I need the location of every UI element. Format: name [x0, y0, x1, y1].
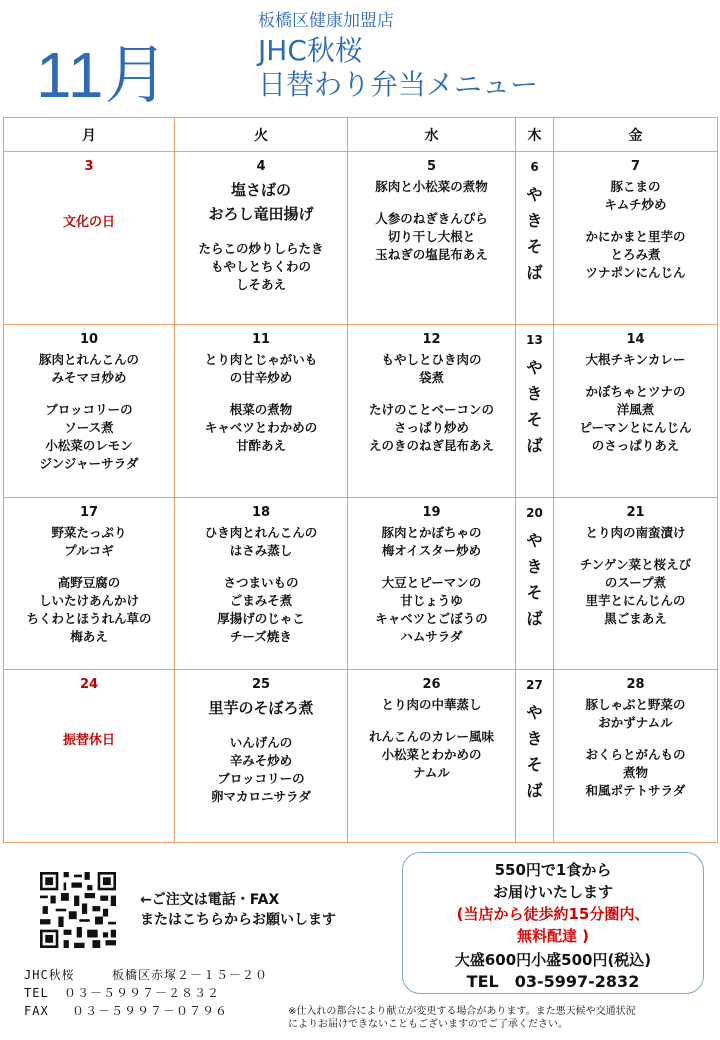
main-dish-line: とり肉の南蛮漬け	[585, 524, 686, 540]
vertical-char: や	[526, 185, 543, 204]
day-cell-wed	[348, 152, 516, 325]
week-row	[4, 670, 718, 843]
main-dish-line: プルコギ	[64, 542, 114, 558]
side-dish-line: ソース煮	[64, 419, 114, 435]
holiday-label: 振替休日	[62, 733, 115, 749]
day-number: 26	[422, 677, 441, 693]
side-dish-line: 黒ごまあえ	[604, 610, 667, 626]
day-number: 10	[79, 331, 99, 347]
side-dish-line: 小松菜のレモン	[45, 437, 133, 453]
day-number: 11	[251, 331, 271, 347]
day-cell-thu	[516, 324, 554, 497]
day-number: 21	[626, 504, 645, 520]
side-dish-line: ちくわとほうれん草の	[26, 610, 152, 626]
side-dishes	[175, 734, 347, 806]
qr-code-icon[interactable]	[40, 872, 116, 948]
main-dish-line: 豚肉とかぼちゃの	[381, 524, 482, 540]
main-dish	[4, 351, 174, 387]
main-dish-line: 豚こまの	[610, 179, 661, 194]
main-dish	[554, 351, 717, 369]
main-dish-line: 梅オイスター炒め	[381, 542, 482, 558]
side-dishes	[348, 401, 515, 455]
main-dish-line: ひき肉とれんこんの	[204, 524, 318, 540]
tel-label: TEL	[24, 986, 49, 1000]
vertical-char: き	[526, 211, 543, 230]
side-dish-line: さっぱり炒め	[393, 419, 469, 435]
side-dish-line: 甘じょうゆ	[400, 592, 463, 608]
main-dish-line: もやしとひき肉の	[381, 351, 482, 367]
main-dish-line: 豚肉とれんこんの	[38, 351, 139, 367]
side-dish-line: かぼちゃとツナの	[585, 383, 686, 399]
side-dish-line: 厚揚げのじゃこ	[217, 610, 305, 626]
vertical-char: や	[526, 357, 543, 377]
day-number: 28	[626, 677, 645, 693]
main-dish	[175, 351, 347, 387]
day-cell-fri	[554, 152, 718, 325]
day-cell-mon	[4, 497, 175, 670]
vertical-char: そ	[526, 409, 543, 429]
day-number: 14	[626, 331, 645, 347]
side-dish-line: ピーマンとにんじん	[579, 419, 692, 435]
box-tel-line[interactable]: TEL 03-5997-2832	[466, 972, 640, 991]
side-dishes	[175, 401, 347, 455]
main-dish-line: キムチ炒め	[604, 197, 667, 212]
side-dishes	[4, 401, 174, 473]
main-dish-line: 塩さばの	[230, 181, 291, 199]
side-dish-line: 甘酢あえ	[235, 437, 286, 453]
main-dish-line: おかずナムル	[598, 715, 673, 731]
store-name: JHC秋桜	[258, 34, 363, 67]
day-number: 12	[422, 331, 441, 347]
main-dish-line: 豚しゃぶと野菜の	[585, 697, 686, 713]
side-dishes	[4, 574, 174, 646]
side-dishes	[175, 574, 347, 646]
day-cell-tue	[175, 670, 348, 843]
main-dish-line: 里芋のそぼろ煮	[208, 699, 314, 718]
day-cell-mon	[4, 324, 175, 497]
shop-info	[24, 966, 268, 1020]
side-dishes	[554, 556, 717, 628]
day-cell-thu	[516, 152, 554, 325]
side-dish-line: えのきのねぎ昆布あえ	[368, 437, 494, 453]
side-dish-line: おくらとがんもの	[585, 747, 686, 763]
day-number: 3	[84, 159, 94, 174]
main-dish-line: とり肉とじゃがいも	[204, 351, 318, 367]
vertical-char: そ	[526, 237, 543, 256]
side-dish-line: もやしとちくわの	[210, 259, 311, 274]
side-dish-line: 根菜の煮物	[229, 401, 293, 417]
main-dish-line: はさみ蒸し	[229, 542, 293, 558]
free-delivery-line: 無料配達 )	[516, 927, 590, 945]
side-dish-line: 高野豆腐の	[57, 574, 121, 590]
vertical-char: き	[526, 383, 543, 403]
day-cell-tue	[175, 324, 348, 497]
day-cell-wed	[348, 670, 516, 843]
side-dish-line: ブロッコリーの	[217, 771, 305, 787]
side-dish-line: 和風ポテトサラダ	[585, 783, 686, 799]
day-number: 6	[530, 160, 539, 174]
day-number: 27	[526, 678, 543, 693]
side-dish-line: 小松菜とわかめの	[381, 747, 482, 763]
vertical-char: ば	[526, 608, 543, 628]
side-dish-line: ハムサラダ	[400, 628, 463, 644]
vertical-char: そ	[526, 582, 543, 602]
week-row	[4, 324, 718, 497]
day-number: 24	[79, 677, 99, 693]
side-dishes	[554, 383, 717, 455]
side-dishes	[554, 228, 717, 282]
vertical-char: や	[526, 703, 543, 723]
side-dish-line: いんげんの	[229, 735, 293, 751]
side-dish-line: 人参のねぎきんぴら	[375, 211, 488, 226]
store-type: 板橋区健康加盟店	[258, 11, 394, 31]
main-dish	[554, 178, 717, 214]
delivery-info-box	[402, 852, 704, 994]
fax-label: FAX	[24, 1004, 49, 1018]
day-cell-mon	[4, 152, 175, 325]
side-dish-line: たけのことベーコンの	[368, 401, 494, 417]
side-dishes	[554, 746, 717, 800]
weekday-fri: 金	[554, 118, 718, 152]
side-dish-line: ナムル	[413, 765, 450, 781]
main-dish-line: おろし竜田揚げ	[208, 205, 314, 223]
delivery-line: お届けいたします	[492, 883, 613, 901]
side-dish-line: キャベツとごぼうの	[375, 610, 488, 626]
side-dishes	[348, 728, 515, 782]
main-dish	[348, 696, 515, 714]
main-dish	[175, 696, 347, 720]
side-dish-line: たらこの炒りしらたき	[198, 241, 324, 256]
side-dish-line: 卵マカロニサラダ	[211, 789, 311, 805]
side-dish-line: チンゲン菜と桜えび	[579, 556, 692, 572]
day-number: 17	[79, 504, 99, 520]
vertical-char: き	[526, 729, 543, 749]
side-dish-line: しそあえ	[235, 277, 286, 292]
day-number: 13	[526, 332, 543, 347]
notice-line-1: ※仕入れの都合により献立が変更する場合があります。また悪天候や交通状況	[288, 1006, 636, 1017]
side-dish-line: 切り干し大根と	[387, 229, 476, 244]
weekday-header-row	[4, 118, 718, 152]
main-dish	[348, 524, 515, 560]
main-dish-line: みそマヨ炒め	[51, 369, 127, 385]
side-dish-line: かにかまと里芋の	[585, 229, 686, 244]
day-number: 7	[630, 159, 641, 174]
notice-line-2: によりお届けできないこともございますのでご了承ください。	[288, 1019, 568, 1030]
day-cell-wed	[348, 324, 516, 497]
side-dish-line: ジンジャーサラダ	[39, 455, 139, 471]
main-dish	[554, 696, 717, 732]
menu-calendar	[3, 117, 718, 843]
month-heading: 11月	[36, 39, 170, 111]
side-dish-line: キャベツとわかめの	[204, 419, 318, 435]
side-dish-line: 玉ねぎの塩昆布あえ	[375, 247, 488, 262]
tel-number[interactable]: ０３－５９９７－２８３２	[64, 986, 221, 1000]
side-dish-line: さつまいもの	[223, 574, 299, 590]
weekday-thu: 木	[516, 118, 554, 152]
side-dishes	[175, 240, 347, 294]
day-number: 4	[256, 159, 266, 174]
side-dish-line: のさっぱりあえ	[591, 437, 680, 453]
main-dish	[348, 178, 515, 196]
day-cell-tue	[175, 152, 348, 325]
day-cell-fri	[554, 497, 718, 670]
day-number: 25	[251, 677, 271, 693]
weekday-tue: 火	[175, 118, 348, 152]
weekday-mon: 月	[4, 118, 175, 152]
week-row	[4, 497, 718, 670]
day-number: 19	[422, 504, 441, 520]
vertical-char: ば	[526, 781, 543, 801]
day-cell-wed	[348, 497, 516, 670]
side-dish-line: ツナポンにんじん	[585, 265, 686, 280]
day-number: 20	[526, 505, 543, 520]
vertical-char: や	[526, 530, 543, 550]
yakisoba-vertical-text	[516, 700, 553, 804]
side-dish-line: チーズ焼き	[230, 628, 292, 644]
day-cell-fri	[554, 324, 718, 497]
shop-address: 板橋区赤塚２－１５－２０	[112, 968, 269, 982]
area-line: (当店から徒歩約15分圏内、	[456, 905, 650, 923]
main-dish	[348, 351, 515, 387]
day-cell-tue	[175, 497, 348, 670]
holiday-label: 文化の日	[62, 215, 115, 230]
title-block	[258, 10, 538, 102]
side-dish-line: 大豆とピーマンの	[381, 574, 482, 590]
side-dish-line: 梅あえ	[70, 628, 108, 644]
vertical-char: き	[526, 556, 543, 576]
main-dish-line: とり肉の中華蒸し	[381, 697, 482, 713]
main-dish	[175, 524, 347, 560]
fax-number: ０３－５９９７－０７９６	[72, 1004, 229, 1018]
day-number: 18	[251, 504, 271, 520]
size-price-line: 大盛600円小盛500円(税込)	[454, 951, 652, 969]
day-cell-thu	[516, 670, 554, 843]
side-dish-line: れんこんのカレー風味	[368, 729, 494, 745]
side-dish-line: 辛みそ炒め	[229, 753, 293, 769]
side-dish-line: しいたけあんかけ	[38, 592, 139, 608]
menu-title: 日替わり弁当メニュー	[258, 68, 539, 101]
day-number: 5	[426, 159, 437, 174]
yakisoba-vertical-text	[516, 355, 553, 459]
side-dish-line: 里芋とにんじんの	[585, 592, 686, 608]
vertical-char: そ	[526, 755, 543, 775]
day-cell-mon	[4, 670, 175, 843]
side-dish-line: とろみ煮	[610, 247, 661, 262]
main-dish-line: の甘辛炒め	[229, 369, 293, 385]
order-line-2: またはこちらからお願いします	[140, 912, 336, 928]
main-dish-line: 豚肉と小松菜の煮物	[375, 179, 488, 194]
side-dishes	[348, 210, 515, 264]
week-row	[4, 152, 718, 325]
side-dish-line: ごまみそ煮	[229, 592, 293, 608]
yakisoba-vertical-text	[516, 182, 553, 286]
side-dish-line: のスープ煮	[604, 574, 667, 590]
notice-text	[288, 1005, 708, 1031]
order-line-1: ←ご注文は電話・FAX	[140, 892, 280, 908]
shop-name: JHC秋桜	[24, 968, 75, 982]
yakisoba-vertical-text	[516, 528, 553, 632]
vertical-char: ば	[526, 263, 543, 282]
main-dish-line: 袋煮	[418, 369, 444, 385]
side-dish-line: ブロッコリーの	[45, 401, 133, 417]
price-line: 550円で1食から	[494, 861, 612, 879]
side-dish-line: 煮物	[622, 765, 648, 781]
side-dishes	[348, 574, 515, 646]
order-instructions	[140, 890, 336, 930]
main-dish	[554, 524, 717, 542]
main-dish-line: 大根チキンカレー	[585, 351, 686, 367]
vertical-char: ば	[526, 435, 543, 455]
weekday-wed: 水	[348, 118, 516, 152]
side-dish-line: 洋風煮	[616, 401, 655, 417]
main-dish-line: 野菜たっぷり	[51, 524, 127, 540]
day-cell-thu	[516, 497, 554, 670]
main-dish	[175, 178, 347, 226]
main-dish	[4, 524, 174, 560]
day-cell-fri	[554, 670, 718, 843]
